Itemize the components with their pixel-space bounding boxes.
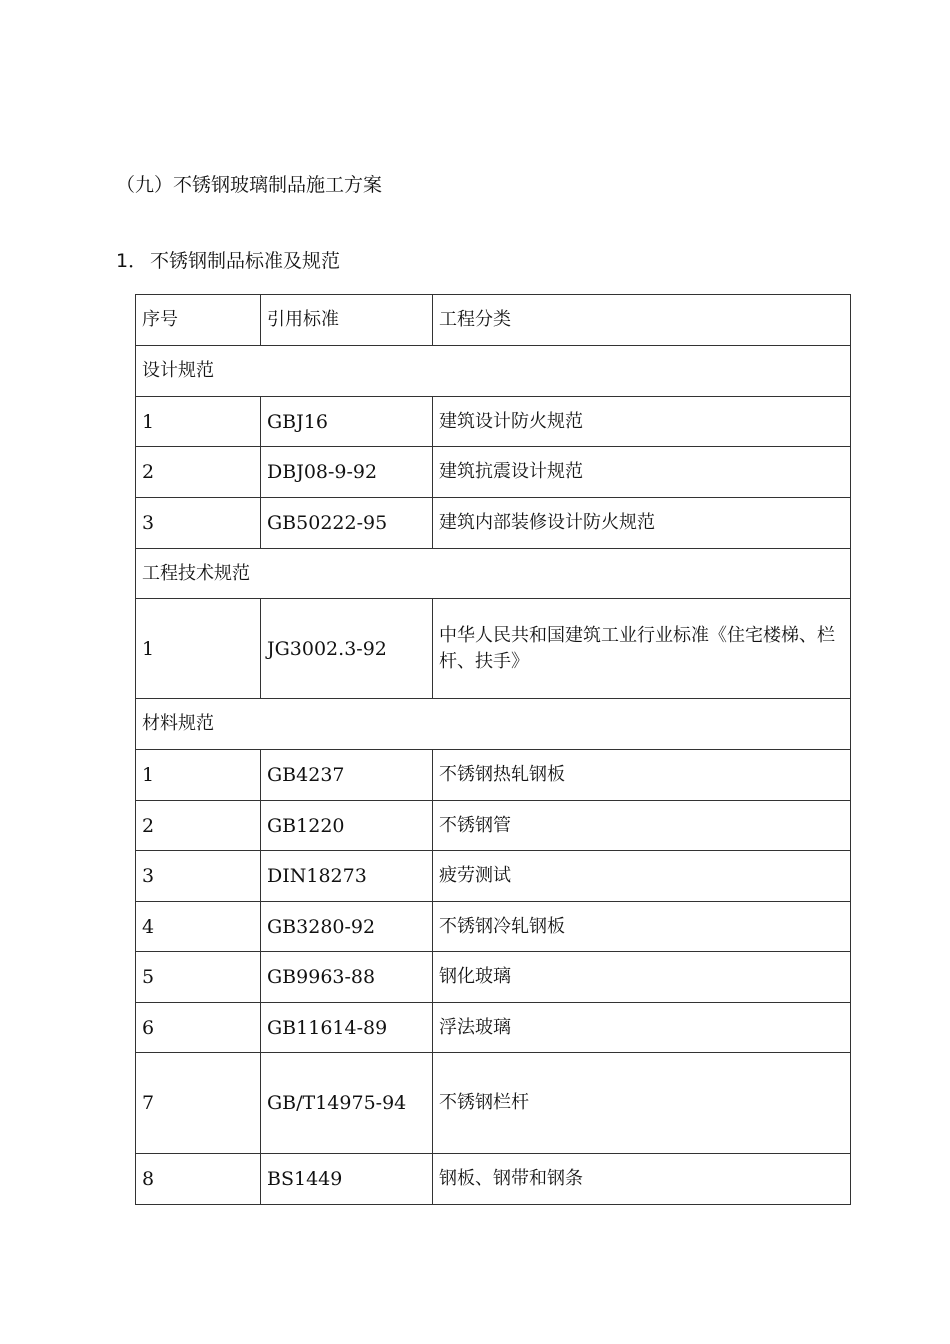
row-code: GB3280-92	[261, 902, 433, 952]
table-row	[136, 599, 851, 699]
row-desc: 建筑内部装修设计防火规范	[433, 498, 851, 549]
table-row	[136, 447, 851, 498]
row-no: 1	[136, 599, 261, 699]
row-no: 3	[136, 851, 261, 902]
row-desc: 建筑设计防火规范	[433, 397, 851, 447]
header-cell-code: 引用标准	[261, 295, 433, 346]
row-code: GB11614-89	[261, 1003, 433, 1053]
row-desc: 钢板、钢带和钢条	[433, 1154, 851, 1205]
row-code: DIN18273	[261, 851, 433, 902]
table-header-row	[136, 295, 851, 346]
row-no: 8	[136, 1154, 261, 1205]
table-row	[136, 851, 851, 902]
row-desc: 浮法玻璃	[433, 1003, 851, 1053]
row-code: GB50222-95	[261, 498, 433, 549]
standards-table	[135, 294, 851, 1205]
row-code: GB4237	[261, 750, 433, 801]
row-code: DBJ08-9-92	[261, 447, 433, 498]
row-code: GB1220	[261, 801, 433, 851]
row-code: GBJ16	[261, 397, 433, 447]
row-no: 5	[136, 952, 261, 1003]
row-desc: 中华人民共和国建筑工业行业标准《住宅楼梯、栏杆、扶手》	[433, 599, 851, 699]
table-row	[136, 397, 851, 447]
row-no: 1	[136, 397, 261, 447]
row-desc: 钢化玻璃	[433, 952, 851, 1003]
table-row	[136, 750, 851, 801]
page-title: （九）不锈钢玻璃制品施工方案	[116, 174, 383, 196]
table-row	[136, 1154, 851, 1205]
row-no: 2	[136, 801, 261, 851]
table-row	[136, 952, 851, 1003]
table-row	[136, 902, 851, 952]
row-desc: 不锈钢冷轧钢板	[433, 902, 851, 952]
row-no: 2	[136, 447, 261, 498]
group-label: 工程技术规范	[136, 549, 851, 599]
row-code: GB/T14975-94	[261, 1053, 433, 1154]
row-code: GB9963-88	[261, 952, 433, 1003]
row-no: 4	[136, 902, 261, 952]
row-no: 6	[136, 1003, 261, 1053]
table-row	[136, 1053, 851, 1154]
row-code: BS1449	[261, 1154, 433, 1205]
section-title: 不锈钢制品标准及规范	[150, 250, 341, 272]
group-label: 材料规范	[136, 699, 851, 750]
group-row-materials	[136, 699, 851, 750]
row-no: 1	[136, 750, 261, 801]
row-desc: 建筑抗震设计规范	[433, 447, 851, 498]
row-no: 3	[136, 498, 261, 549]
row-desc: 不锈钢栏杆	[433, 1053, 851, 1154]
table-row	[136, 498, 851, 549]
section-heading	[116, 248, 340, 274]
table-row	[136, 1003, 851, 1053]
section-number: 1．	[116, 250, 148, 272]
row-desc: 疲劳测试	[433, 851, 851, 902]
group-label: 设计规范	[136, 346, 851, 397]
row-desc: 不锈钢热轧钢板	[433, 750, 851, 801]
row-code: JG3002.3-92	[261, 599, 433, 699]
header-cell-no: 序号	[136, 295, 261, 346]
row-desc: 不锈钢管	[433, 801, 851, 851]
group-row-design	[136, 346, 851, 397]
group-row-technical	[136, 549, 851, 599]
header-cell-category: 工程分类	[433, 295, 851, 346]
table-row	[136, 801, 851, 851]
row-no: 7	[136, 1053, 261, 1154]
